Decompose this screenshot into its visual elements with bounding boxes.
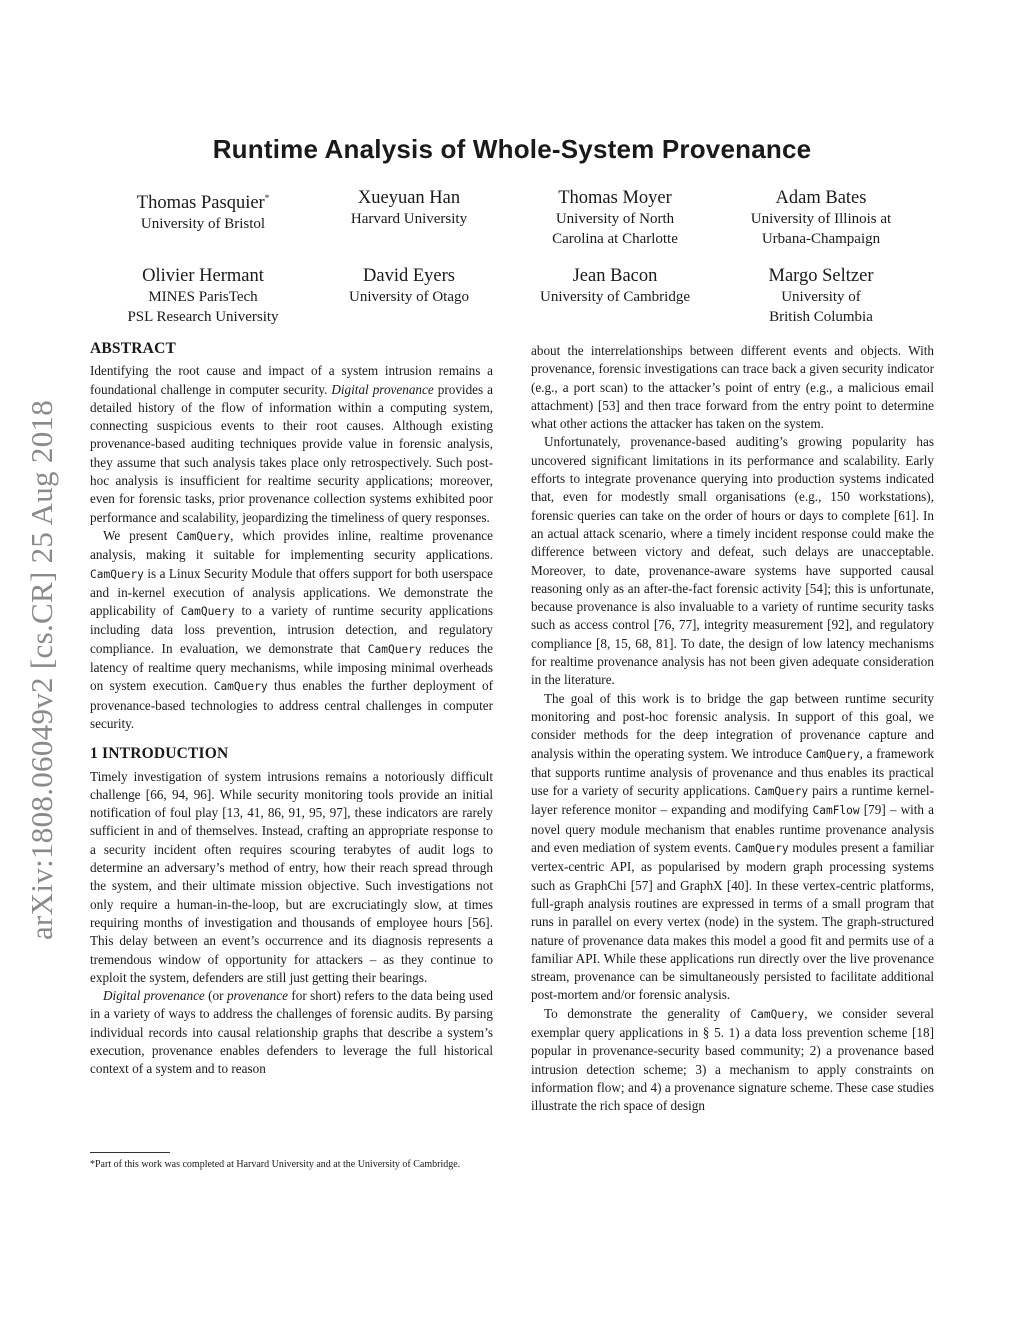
body-paragraph: To demonstrate the generality of CamQuery, we consider several exemplar query applications in § 5. 1) a data loss prevention scheme [18] popular in provenance-security based community; 2) a provenance based intrusion detection scheme; 3) a mechanism to apply constraints on information flow; and 4) a provenance signature scheme. These case studies illustrate the rich space of design	[531, 1005, 934, 1114]
author-block	[512, 186, 718, 249]
author-name: Olivier Hermant	[142, 266, 264, 286]
paper-title: Runtime Analysis of Whole-System Provenance	[212, 134, 812, 164]
author-name: Thomas Pasquier	[136, 193, 265, 214]
author-name: David Eyers	[363, 266, 455, 286]
author-affiliation-line2: British Columbia	[769, 308, 873, 325]
code-term: CamQuery	[754, 785, 809, 799]
author-name: Jean Bacon	[572, 266, 658, 286]
author-affiliation: University of Cambridge	[540, 289, 690, 305]
author-block	[100, 264, 306, 327]
emphasis: Digital provenance	[103, 988, 205, 1004]
code-term: CamQuery	[213, 680, 268, 694]
author-block	[306, 264, 512, 327]
left-column	[90, 340, 493, 1079]
author-block	[718, 186, 924, 249]
author-block	[718, 264, 924, 327]
arxiv-stamp: arXiv:1808.06049v2 [cs.CR] 25 Aug 2018	[24, 399, 59, 940]
author-block	[306, 186, 512, 249]
body-paragraph: Timely investigation of system intrusions remains a notoriously difficult challenge [66, 94, 96]. While security monitoring tools provide an initial notification of foul play [13, 41, 86, 91, 95, 97], these indicators are rarely sufficient in and of themselves. Instead, crafting an appropriate response to a security incident often requires scouring terabytes of audit logs to determine an adversary’s method of entry, how their reach spread through the system, and their ultimate mission objective. Such investigations not only require a human-in-the-loop, but are excruciatingly slow, at times requiring months of investigation and thousands of employee hours [56]. This delay between an event’s occurrence and its diagnosis represents a tremendous window of opportunity for attackers – as they continue to exploit the system, defenders are still just getting their bearings.	[90, 768, 493, 985]
code-term: CamQuery	[176, 529, 231, 543]
author-name: Xueyuan Han	[357, 188, 461, 208]
abstract-paragraph: We present CamQuery, which provides inline, realtime provenance analysis, making it suitable for implementing security applications. CamQuery is a Linux Security Module that offers support for both userspace and in-kernel execution of analysis applications. We demonstrate the applicability of CamQuery to a variety of runtime security applications including data loss prevention, intrusion detection, and regulatory compliance. In evaluation, we demonstrate that CamQuery reduces the latency of realtime query mechanisms, while imposing minimal overheads on system execution. CamQuery thus enables the further deployment of provenance-based technologies to address central challenges in computer security.	[90, 527, 494, 731]
code-term: CamQuery	[90, 567, 144, 581]
footnote-mark: *	[264, 193, 270, 203]
abstract-paragraph: Identifying the root cause and impact of a system intrusion remains a foundational challenge in computer security. Digital provenance provides a detailed history of the flow of information within a computing system, connecting suspicious events to their root causes. Although existing provenance-based auditing techniques provide value in forensic analysis, they assume that such analysis takes place only retrospectively. Such post-hoc analysis is insufficient for realtime security applications; moreover, even for forensic tasks, prior provenance collection systems exhibited poor performance and scalability, jeopardizing the timeliness of query responses.	[90, 363, 493, 525]
section-heading-introduction: 1 INTRODUCTION	[90, 745, 229, 763]
author-block	[512, 264, 718, 327]
body-paragraph: Digital provenance (or provenance for short) refers to the data being used in a variety of ways to address the challenges of forensic audits. By parsing individual records into causal relationship graphs that describe a system’s execution, provenance enables defenders to leverage the full historical context of a system and to reason	[90, 988, 493, 1077]
code-term: CamQuery	[367, 642, 422, 656]
code-term: CamQuery	[805, 747, 860, 761]
author-name: Thomas Moyer	[558, 188, 672, 208]
author-affiliation: University of Illinois at	[750, 211, 892, 227]
code-term: CamFlow	[812, 804, 860, 818]
author-affiliation-line2: Carolina at Charlotte	[552, 230, 678, 247]
author-affiliation-line2: PSL Research University	[127, 308, 279, 325]
emphasis: provenance	[226, 988, 288, 1004]
author-affiliation-line2: Urbana-Champaign	[761, 230, 881, 247]
footnote: *Part of this work was completed at Harvard University and at the University of Cambridge.	[90, 1159, 461, 1170]
author-row-1	[100, 186, 924, 249]
code-term: CamQuery	[750, 1007, 805, 1021]
code-term: CamQuery	[180, 605, 235, 619]
author-name: Adam Bates	[775, 188, 867, 208]
author-affiliation: MINES ParisTech	[148, 289, 258, 305]
footnote-rule	[90, 1152, 170, 1153]
author-affiliation: University of North	[555, 211, 675, 227]
author-affiliation: University of Bristol	[140, 216, 266, 233]
code-term: CamQuery	[734, 842, 789, 856]
right-column	[531, 342, 934, 1115]
body-paragraph: about the interrelationships between different events and objects. With provenance, forensic investigations can trace back a given security indicator (e.g., a port scan) to the attacker’s point of entry (e.g., a malicious email attachment) [53] and then trace forward from the entry point to determine what other actions the attacker has taken on the system.	[531, 343, 934, 432]
author-block	[100, 186, 306, 249]
emphasis: Digital provenance	[331, 381, 434, 397]
author-name: Margo Seltzer	[768, 266, 874, 286]
author-row-2	[100, 264, 924, 327]
abstract-heading: ABSTRACT	[90, 340, 177, 357]
author-affiliation: University of Otago	[349, 289, 469, 305]
author-affiliation: Harvard University	[350, 211, 468, 227]
body-paragraph: The goal of this work is to bridge the gap between runtime security monitoring and post-hoc forensic analysis. In support of this goal, we consider methods for the deep integration of provenance capture and analysis within the operating system. We introduce CamQuery, a framework that supports runtime analysis of provenance and thus enables its practical use for a variety of security applications. CamQuery pairs a runtime kernel-layer reference monitor – expanding and modifying CamFlow [79] – with a novel query module mechanism that enables runtime provenance analysis and even mediation of system events. CamQuery modules present a familiar vertex-centric API, as popularised by modern graph processing systems such as GraphChi [57] and GraphX [40]. In these vertex-centric platforms, full-graph analysis routines are expressed in terms of a small program that runs in parallel on every vertex (node) in the system. The graph-structured nature of provenance data makes this model a good fit and permits use of a familiar API. While these applications run directly over the live provenance stream, provenance can be simultaneously persisted to facilitate additional post-mortem and/or forensic analysis.	[531, 690, 935, 1003]
body-paragraph: Unfortunately, provenance-based auditing’s growing popularity has uncovered significant limitations in its performance and scalability. Early efforts to integrate provenance querying into production systems indicated that, even for modestly small organisations (e.g., 150 workstations), forensic queries can take on the order of hours or days to complete [61]. In an actual attack scenario, where a timely incident response could make the difference between victory and defeat, such delays are unacceptable. Moreover, to date, provenance-aware systems have supported causal reasoning only as an after-the-fact forensic activity [54]; this is unfortunate, because provenance is also invaluable to a variety of runtime security tasks such as access control [76, 77], integrity measurement [92], and regulatory compliance [8, 15, 68, 81]. To date, the design of low latency mechanisms for realtime provenance analysis has not been given adequate consideration in the literature.	[531, 434, 934, 688]
author-affiliation: University of	[781, 289, 861, 305]
